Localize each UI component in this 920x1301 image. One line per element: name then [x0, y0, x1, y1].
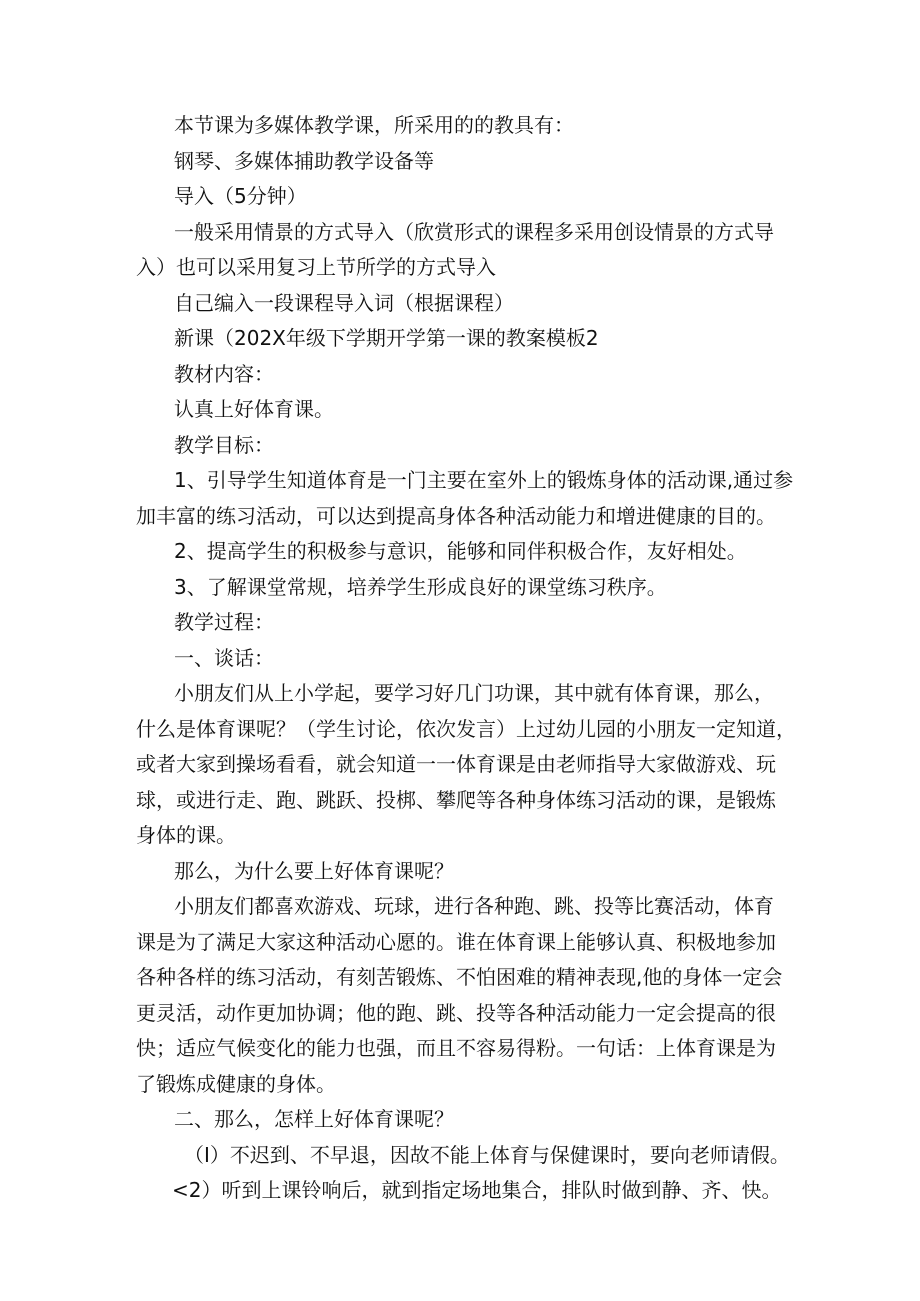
text-line: 钢琴、多媒体捕助教学设备等	[174, 148, 434, 173]
text-line: 教材内容：	[174, 361, 274, 386]
paragraph-line: 小朋友们都喜欢游戏、玩球，进行各种跑、跳、投等比赛活动，体育	[174, 894, 774, 918]
text-line: 导入（5分钟）	[174, 184, 307, 208]
text-line: 认真上好体育课。	[174, 397, 334, 421]
text-line: 一、谈话：	[174, 645, 274, 670]
paragraph	[136, 889, 800, 1102]
text-line: <2）听到上课铃响后，就到指定场地集合，排队时做到静、齐、快。	[172, 1178, 782, 1202]
paragraph-line: 小朋友们从上小学起，要学习好几门功课，其中就有体育课，那么，	[174, 681, 774, 705]
paragraph-line: 了锻炼成健康的身体。	[136, 1071, 336, 1096]
paragraph	[136, 676, 800, 854]
text-line: 二、那么，怎样上好体育课呢？	[174, 1107, 454, 1131]
paragraph-line: 加丰富的练习活动，可以达到提高身体各种活动能力和增进健康的目的。	[136, 503, 776, 528]
paragraph-line: 什么是体育课呢？（学生讨论，依次发言）上过幼儿园的小朋友一定知道，	[136, 716, 796, 741]
text-line: 那么，为什么要上好体育课呢？	[174, 858, 454, 883]
text-line: 3、了解课堂常规，培养学生形成良好的课堂练习秩序。	[174, 574, 667, 599]
text-line: 自己编入一段课程导入词（根据课程）	[174, 290, 514, 315]
paragraph-line: 更灵活，动作更加协调；他的跑、跳、投等各种活动能力一定会提高的很	[136, 1000, 776, 1025]
text-line: 教学过程：	[174, 610, 274, 634]
paragraph-line: 各种各样的练习活动，有刻苦锻炼、不怕困难的精神表现,他的身体一定会	[136, 965, 783, 989]
paragraph	[136, 215, 800, 286]
paragraph-line: 或者大家到操场看看，就会知道一一体育课是由老师指导大家做游戏、玩	[136, 752, 776, 776]
text-line: 教学目标：	[174, 432, 274, 457]
text-line: 本节课为多媒体教学课，所采用的的教具有：	[174, 113, 574, 137]
paragraph-line: 球，或进行走、跑、跳跃、投梆、攀爬等各种身体练习活动的课，是锻炼	[136, 787, 776, 812]
paragraph-line: 快；适应气候变化的能力也强，而且不容易得粉。一句话：上体育课是为	[136, 1036, 776, 1060]
paragraph-line: 课是为了满足大家这种活动心愿的。谁在体育课上能够认真、积极地参加	[136, 929, 776, 954]
paragraph-line: 入）也可以采用复习上节所学的方式导入	[136, 255, 496, 279]
text-line: 2、提高学生的积极参与意识，能够和同伴积极合作，友好相处。	[174, 539, 747, 563]
document-body	[136, 108, 800, 1209]
paragraph-line: 一般采用情景的方式导入（欣赏形式的课程多采用创设情景的方式导	[174, 219, 774, 244]
paragraph-line: 1、引导学生知道体育是一门主要在室外上的锻炼身体的活动课,通过参	[174, 468, 794, 492]
paragraph	[136, 463, 800, 534]
text-line: 新课（202X年级下学期开学第一课的教案模板2	[174, 326, 599, 350]
text-line: （I）不迟到、不早退，因故不能上体育与保健课时，要向老师请假。	[184, 1142, 790, 1167]
paragraph-line: 身体的课。	[136, 823, 236, 847]
